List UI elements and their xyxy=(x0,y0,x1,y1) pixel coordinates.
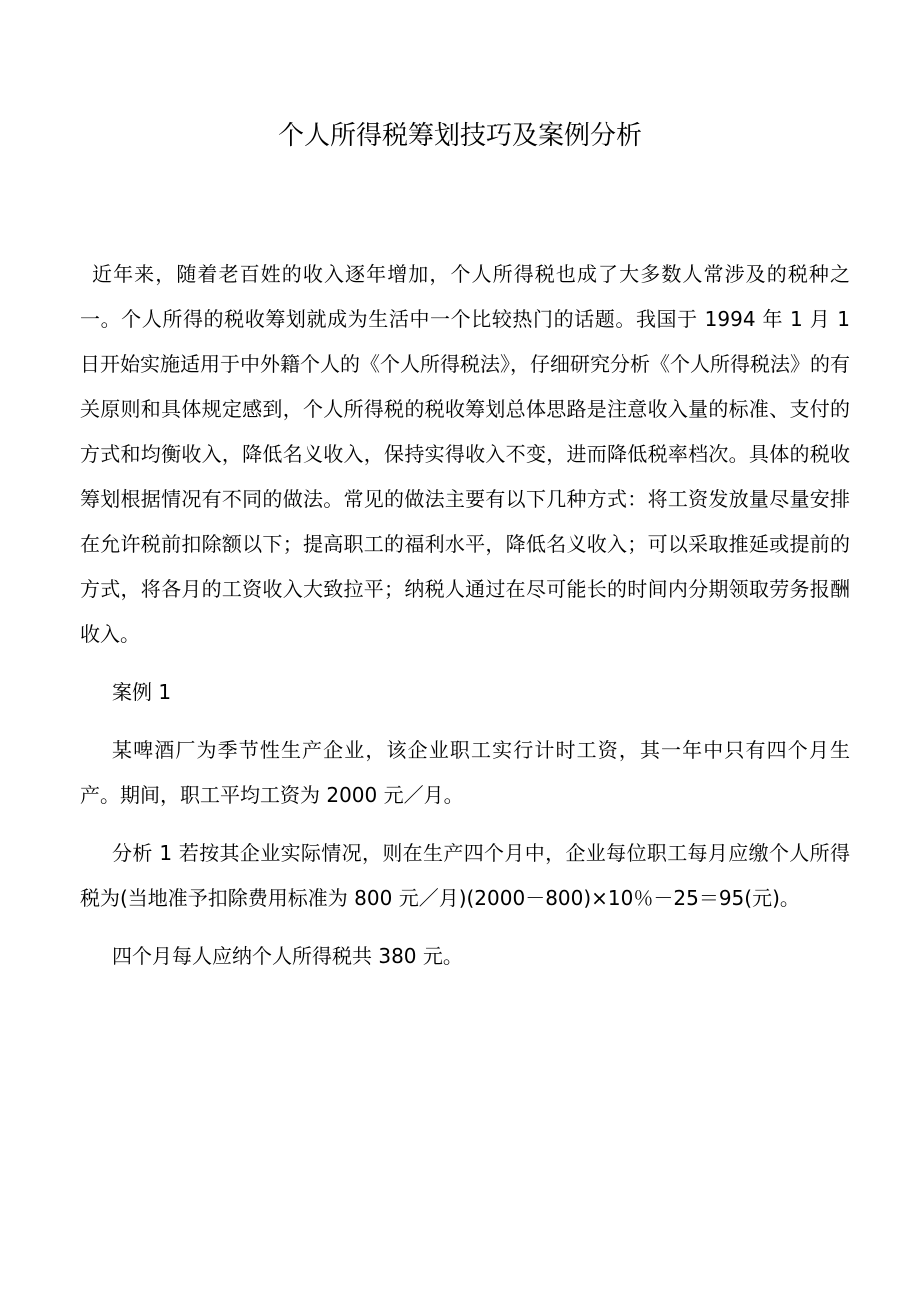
paragraph-total-tax: 四个月每人应纳个人所得税共 380 元。 xyxy=(112,944,463,968)
document-body xyxy=(80,252,850,992)
case-heading: 案例 1 xyxy=(112,680,172,704)
document-title: 个人所得税筹划技巧及案例分析 xyxy=(277,121,642,151)
paragraph-intro: 近年来，随着老百姓的收入逐年增加，个人所得税也成了大多数人常涉及的税种之一。个人所得的税收筹划就成为生活中一个比较热门的话题。我国于 1994 年 1 月 1 日开始实施适用于中外籍个人的《个人所得税法》，仔细研究分析《个人所得税法》的有关原则和具体规定感到，个人所得税的税收筹划总体思路是注意收入量的标准、支付的方式和均衡收入，降低名义收入，保持实得收入不变，进而降低税率档次。具体的税收筹划根据情况有不同的做法。常见的做法主要有以下几种方式：将工资发放量尽量安排在允许税前扣除额以下；提高职工的福利水平，降低名义收入；可以采取推延或提前的方式，将各月的工资收入大致拉平；纳税人通过在尽可能长的时间内分期领取劳务报酬收入。 xyxy=(80,262,850,646)
paragraph-analysis: 分析 1 若按其企业实际情况，则在生产四个月中，企业每位职工每月应缴个人所得税为(当地准予扣除费用标准为 800 元／月)(2000－800)×10％－25＝95(元)。 xyxy=(80,841,850,910)
paragraph-case-description: 某啤酒厂为季节性生产企业，该企业职工实行计时工资，其一年中只有四个月生产。期间，职工平均工资为 2000 元／月。 xyxy=(80,738,850,807)
